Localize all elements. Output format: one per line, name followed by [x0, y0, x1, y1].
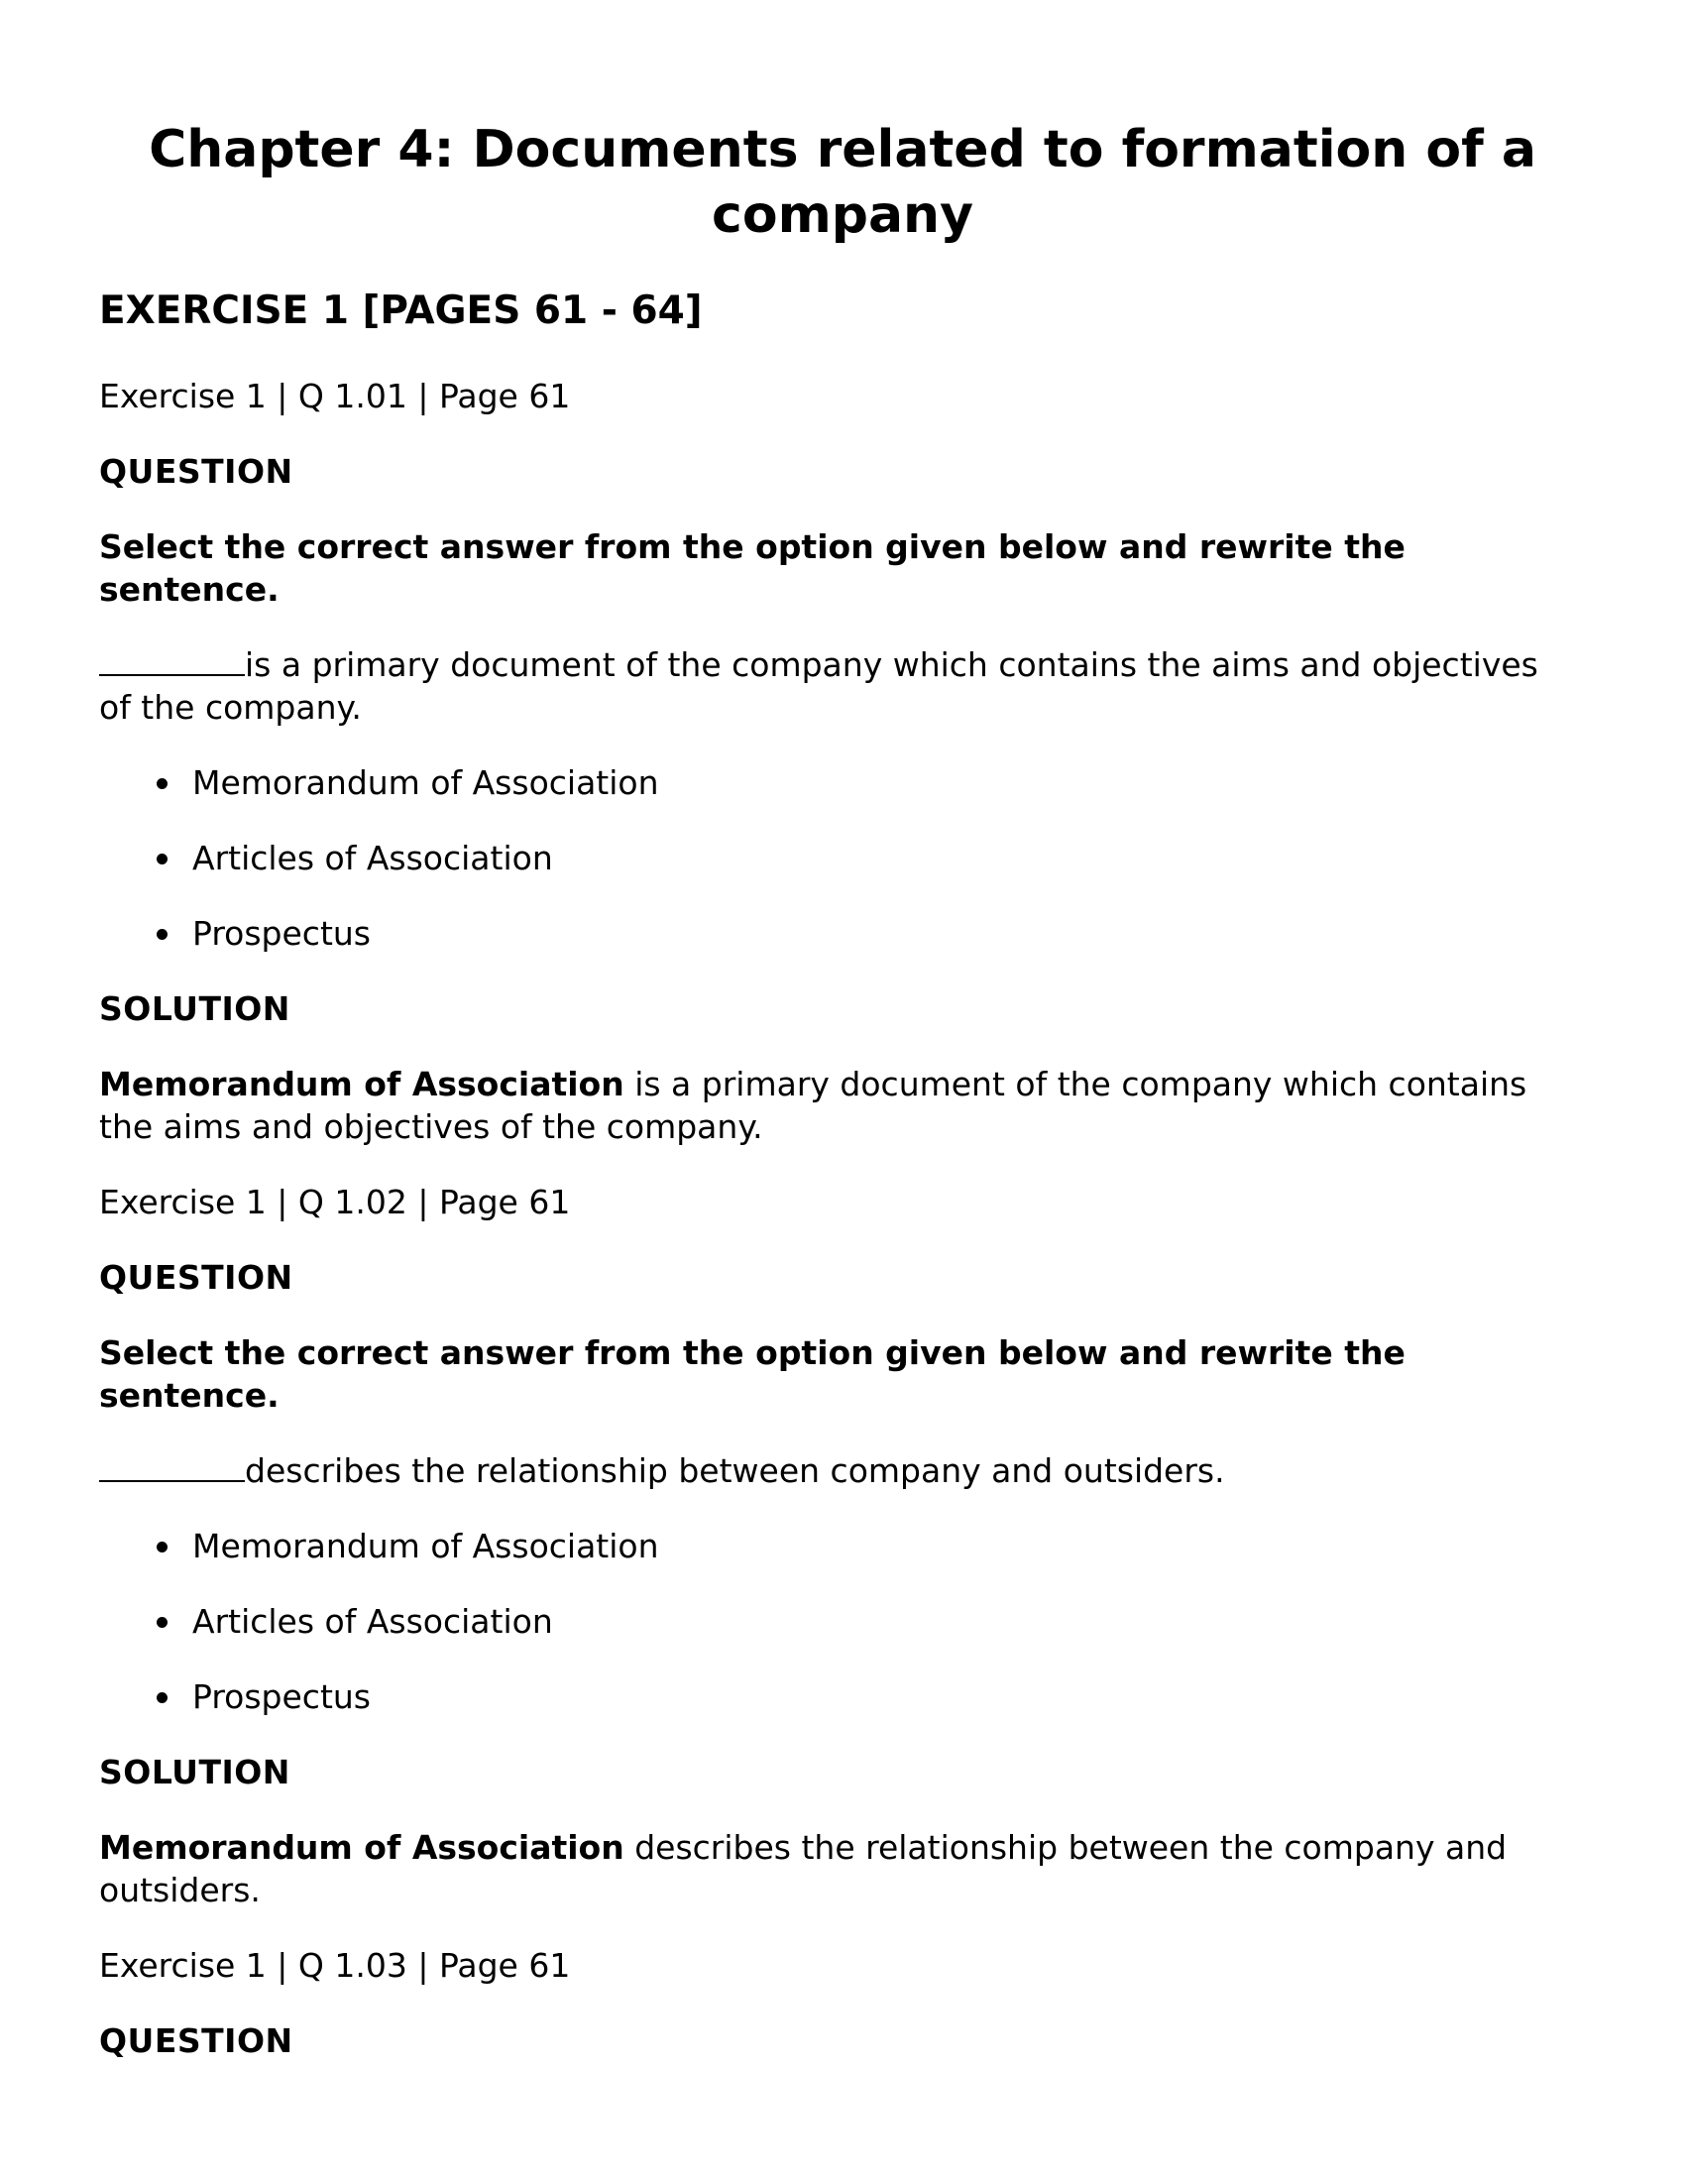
option-list [99, 1525, 1566, 1718]
question-reference: Exercise 1 | Q 1.01 | Page 61 [99, 377, 571, 415]
question-instruction: Select the correct answer from the option given below and rewrite the sentence. [99, 527, 1406, 609]
question-prompt [99, 1449, 1566, 1492]
option-item: Articles of Association [192, 837, 1566, 879]
option-item: Articles of Association [192, 1600, 1566, 1643]
question-reference: Exercise 1 | Q 1.02 | Page 61 [99, 1183, 571, 1221]
option-item: Memorandum of Association [192, 761, 1566, 804]
question-prompt-text: describes the relationship between company and outsiders. [245, 1451, 1225, 1490]
question-label: QUESTION [99, 2021, 293, 2060]
solution-answer: Memorandum of Association [99, 1828, 624, 1867]
option-item: Prospectus [192, 1675, 1566, 1718]
fill-in-blank [99, 644, 245, 676]
solution-text [99, 1826, 1566, 1911]
question-label: QUESTION [99, 1258, 293, 1297]
solution-rest: describes the relationship between the company and outsiders. [99, 1828, 1508, 1909]
question-prompt-text: is a primary document of the company which contains the aims and objectives of the company. [99, 645, 1538, 727]
chapter-title: Chapter 4: Documents related to formation of a company [149, 120, 1536, 245]
question-reference: Exercise 1 | Q 1.03 | Page 61 [99, 1946, 571, 1985]
exercise-content [99, 375, 1566, 2095]
question-label: QUESTION [99, 452, 293, 491]
solution-label: SOLUTION [99, 989, 290, 1028]
solution-label: SOLUTION [99, 1753, 290, 1791]
option-item: Prospectus [192, 912, 1566, 955]
exercise-heading: EXERCISE 1 [PAGES 61 - 64] [99, 288, 703, 333]
solution-rest: is a primary document of the company which contains the aims and objectives of the company. [99, 1065, 1527, 1146]
option-list [99, 761, 1566, 955]
solution-answer: Memorandum of Association [99, 1065, 624, 1103]
fill-in-blank [99, 1450, 245, 1482]
option-item: Memorandum of Association [192, 1525, 1566, 1567]
question-prompt [99, 643, 1566, 729]
question-instruction: Select the correct answer from the option given below and rewrite the sentence. [99, 1333, 1406, 1415]
solution-text [99, 1063, 1566, 1148]
